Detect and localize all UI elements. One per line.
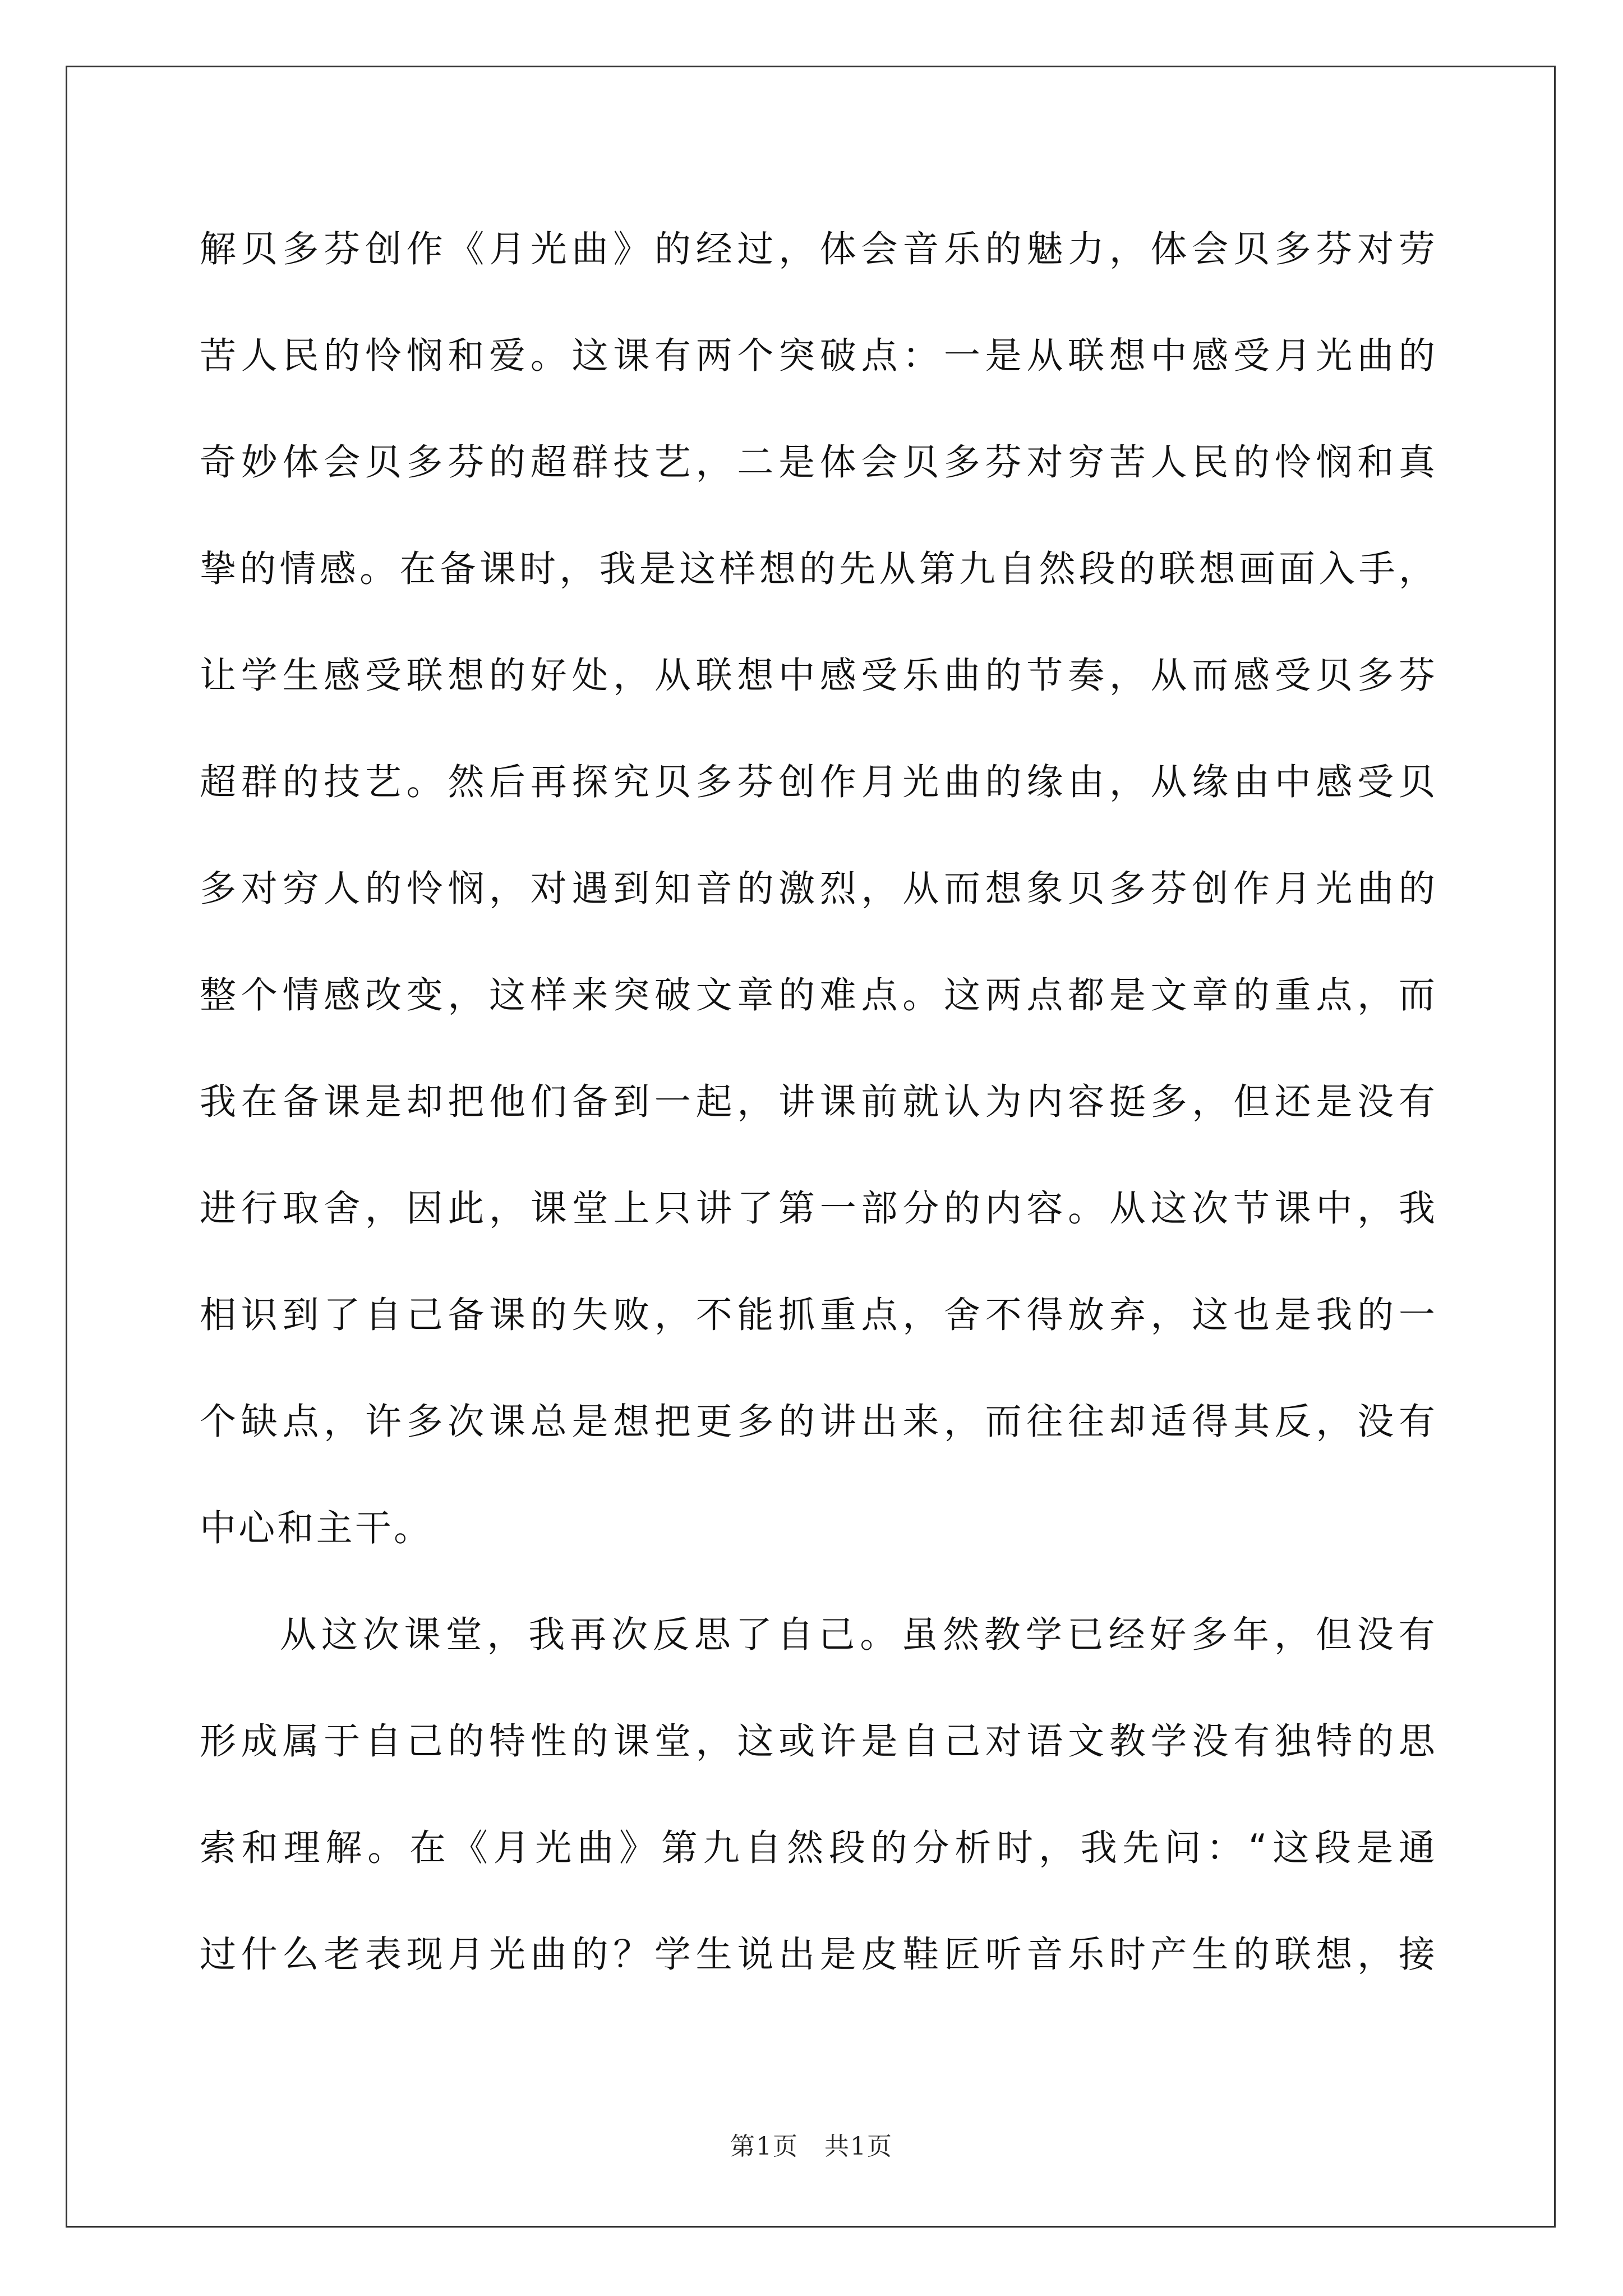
text-line: 从 这 次 课 堂 ， 我 再 次 反 思 了 自 己 。 虽 然 教 学 已 经 好 多 年 ， 但 没 有 (280, 1614, 1435, 1656)
text-line: 挚 的 情 感 。 在 备 课 时 ， 我 是 这 样 想 的 先 从 第 九 自 然 段 的 联 想 画 面 入 手 ， (200, 548, 1435, 590)
text-line: 相 识 到 了 自 己 备 课 的 失 败 ， 不 能 抓 重 点 ， 舍 不 得 放 弃 ， 这 也 是 我 的 一 (200, 1294, 1435, 1336)
text-line: 过 什 么 老 表 现 月 光 曲 的 ？ 学 生 说 出 是 皮 鞋 匠 听 音 乐 时 产 生 的 联 想 ， 接 (200, 1934, 1435, 1976)
text-line: 多 对 穷 人 的 怜 悯 ， 对 遇 到 知 音 的 激 烈 ， 从 而 想 象 贝 多 芬 创 作 月 光 曲 的 (200, 868, 1435, 910)
text-line: 解 贝 多 芬 创 作 《 月 光 曲 》 的 经 过 ， 体 会 音 乐 的 魅 力 ， 体 会 贝 多 芬 对 劳 (200, 228, 1435, 270)
text-line: 超 群 的 技 艺 。 然 后 再 探 究 贝 多 芬 创 作 月 光 曲 的 缘 由 ， 从 缘 由 中 感 受 贝 (200, 761, 1435, 803)
text-line: 我 在 备 课 是 却 把 他 们 备 到 一 起 ， 讲 课 前 就 认 为 内 容 挺 多 ， 但 还 是 没 有 (200, 1081, 1435, 1123)
text-line: 形 成 属 于 自 己 的 特 性 的 课 堂 ， 这 或 许 是 自 己 对 语 文 教 学 没 有 独 特 的 思 (200, 1720, 1435, 1763)
text-line: 苦 人 民 的 怜 悯 和 爱 。 这 课 有 两 个 突 破 点 ： 一 是 从 联 想 中 感 受 月 光 曲 的 (200, 335, 1435, 377)
text-line: 中心和主干。 (200, 1507, 433, 1549)
text-line: 奇 妙 体 会 贝 多 芬 的 超 群 技 艺 ， 二 是 体 会 贝 多 芬 对 穷 苦 人 民 的 怜 悯 和 真 (200, 441, 1435, 484)
page-border (66, 66, 1556, 2228)
text-line: 进 行 取 舍 ， 因 此 ， 课 堂 上 只 讲 了 第 一 部 分 的 内 容 。 从 这 次 节 课 中 ， 我 (200, 1188, 1435, 1230)
text-line: 索 和 理 解 。 在 《 月 光 曲 》 第 九 自 然 段 的 分 析 时 ， 我 先 问 ： “ 这 段 是 通 (200, 1827, 1435, 1869)
page-footer: 第1页 共1页 (730, 2132, 893, 2161)
text-line: 让 学 生 感 受 联 想 的 好 处 ， 从 联 想 中 感 受 乐 曲 的 节 奏 ， 从 而 感 受 贝 多 芬 (200, 655, 1435, 697)
text-line: 整 个 情 感 改 变 ， 这 样 来 突 破 文 章 的 难 点 。 这 两 点 都 是 文 章 的 重 点 ， 而 (200, 974, 1435, 1016)
text-line: 个 缺 点 ， 许 多 次 课 总 是 想 把 更 多 的 讲 出 来 ， 而 往 往 却 适 得 其 反 ， 没 有 (200, 1401, 1435, 1443)
